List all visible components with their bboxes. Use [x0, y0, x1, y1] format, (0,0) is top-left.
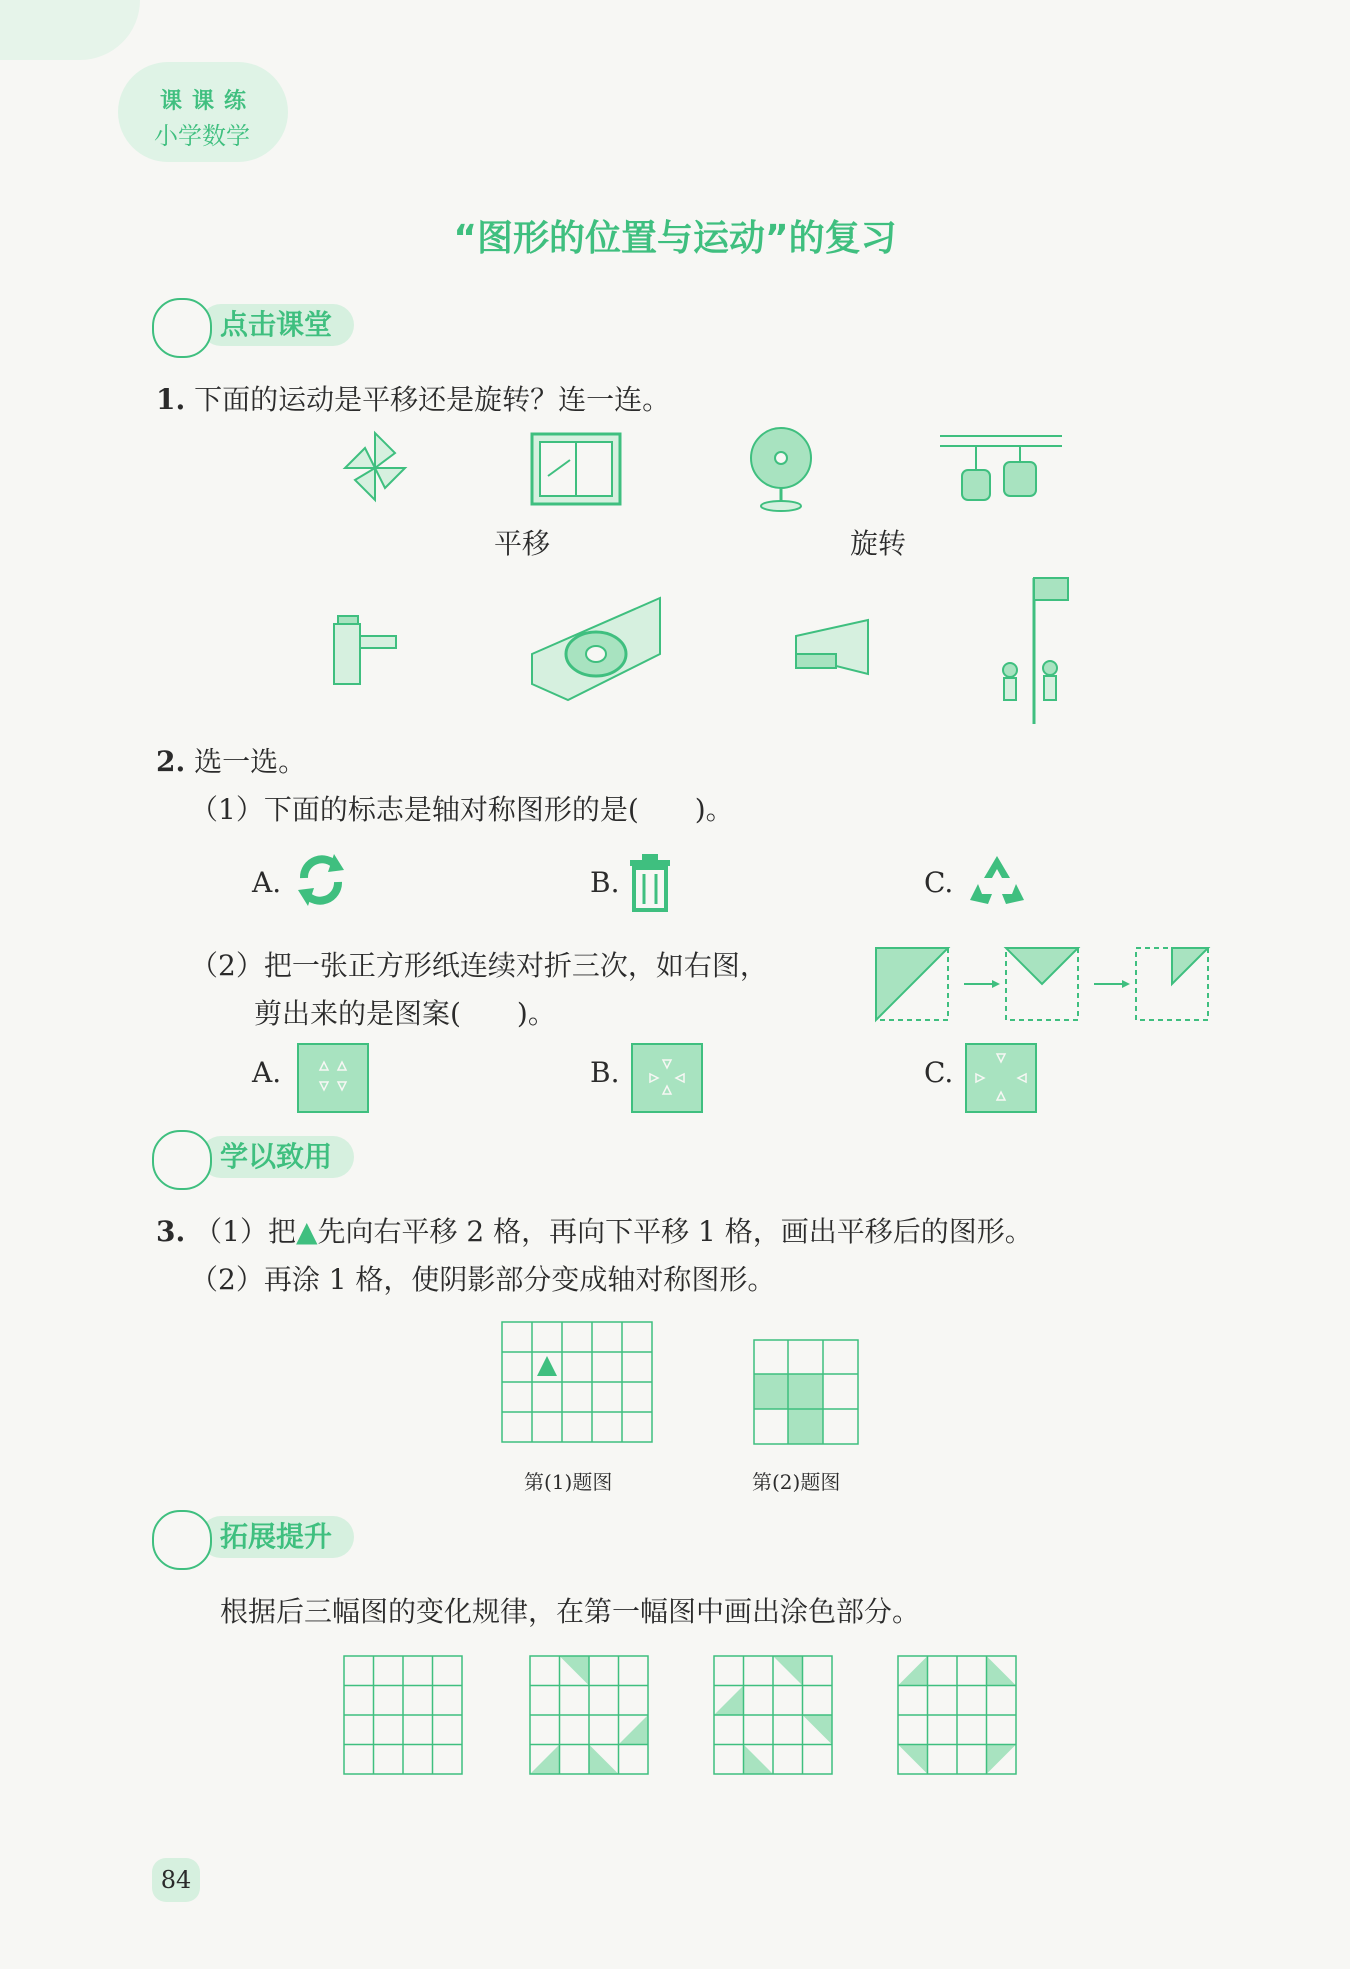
cable-car-icon: [940, 432, 1062, 510]
label-translate: 平移: [494, 527, 551, 560]
cutout-pattern-a: [296, 1042, 370, 1114]
flag-raising-icon: [996, 574, 1072, 726]
option-b-2: B.: [590, 1056, 620, 1089]
section-label: 拓展提升: [200, 1516, 354, 1558]
question-2-part-2-line1: （2）把一张正方形纸连续对折三次，如右图，: [190, 949, 768, 982]
symmetry-grid: [752, 1338, 860, 1446]
question-2-part-2-line2: 剪出来的是图案( )。: [254, 997, 556, 1030]
drawer-icon: [792, 616, 872, 678]
pattern-grid-4: [896, 1654, 1018, 1776]
recycling-symbol-icon: [966, 852, 1028, 910]
paper-folding-diagram: [874, 946, 1214, 1022]
electric-fan-icon: [746, 426, 816, 512]
option-c: C.: [924, 866, 954, 899]
question-4: 根据后三幅图的变化规律，在第一幅图中画出涂色部分。: [220, 1595, 921, 1628]
classroom-icon: [152, 298, 212, 358]
page-title: “图形的位置与运动”的复习: [453, 218, 897, 259]
option-c-2: C.: [924, 1056, 954, 1089]
question-3-part-1: 3. （1）把▲先向右平移 2 格，再向下平移 1 格，画出平移后的图形。: [156, 1215, 1033, 1248]
section-label: 点击课堂: [200, 304, 354, 346]
corner-decoration: [0, 0, 140, 60]
sliding-window-icon: [530, 432, 622, 506]
caption-figure-1: 第(1)题图: [524, 1470, 613, 1494]
question-2: 2. 选一选。: [156, 745, 307, 778]
page-number: 84: [152, 1858, 200, 1902]
question-2-part-1: （1）下面的标志是轴对称图形的是( )。: [190, 793, 734, 826]
pinwheel-icon: [340, 428, 410, 508]
steering-wheel-icon: [528, 594, 664, 704]
pattern-grid-2: [528, 1654, 650, 1776]
label-rotate: 旋转: [850, 527, 907, 560]
book-icon: [152, 1130, 212, 1190]
logo-line2: 小学数学: [154, 122, 250, 150]
cutout-pattern-c: [964, 1042, 1038, 1114]
logo-line1: 课课练: [160, 89, 257, 114]
option-a: A.: [252, 866, 282, 899]
triangle-icon: ▲: [295, 1215, 318, 1248]
translation-grid: [500, 1320, 654, 1444]
pattern-grid-blank: [342, 1654, 464, 1776]
question-3-part-2: （2）再涂 1 格，使阴影部分变成轴对称图形。: [190, 1263, 776, 1296]
recycle-arrows-icon: [294, 852, 348, 908]
cutout-pattern-b: [630, 1042, 704, 1114]
series-logo: [118, 62, 288, 162]
question-1: 1. 下面的运动是平移还是旋转？连一连。: [156, 383, 671, 416]
section-label: 学以致用: [200, 1136, 354, 1178]
option-a-2: A.: [252, 1056, 282, 1089]
chart-icon: [152, 1510, 212, 1570]
trash-can-icon: [626, 852, 674, 914]
caption-figure-2: 第(2)题图: [752, 1470, 841, 1494]
faucet-icon: [326, 612, 400, 686]
option-b: B.: [590, 866, 620, 899]
pattern-grid-3: [712, 1654, 834, 1776]
